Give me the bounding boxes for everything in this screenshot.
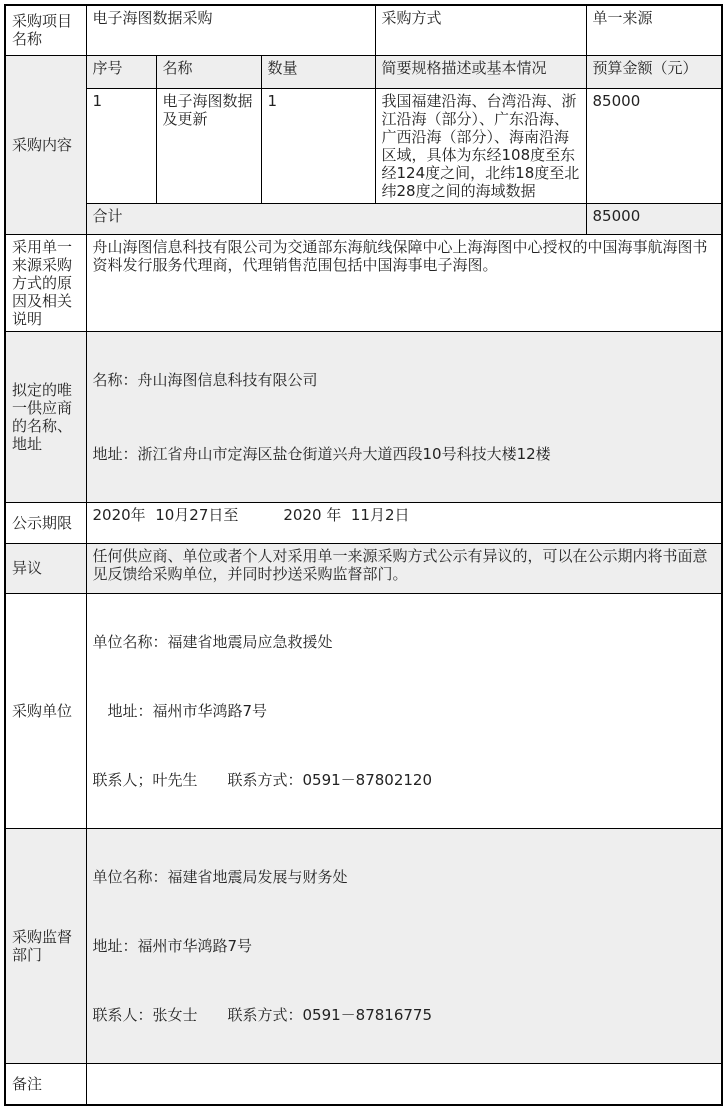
reason-label: 采用单一来源采购方式的原因及相关说明 xyxy=(5,234,86,331)
purchaser-contact-line: 联系人；叶先生 联系方式：0591－87802120 xyxy=(92,770,433,789)
publicity-label: 公示期限 xyxy=(5,502,86,543)
purchaser-org-line: 单位名称：福建省地震局应急救援处 xyxy=(92,632,333,651)
row-content-item xyxy=(5,88,722,203)
supervisor-label: 采购监督部门 xyxy=(5,828,86,1063)
total-label: 合计 xyxy=(86,203,586,234)
project-name-label: 采购项目名称 xyxy=(5,5,86,55)
supervisor-org-line: 单位名称：福建省地震局发展与财务处 xyxy=(92,867,348,886)
row-content-header xyxy=(5,55,722,88)
procurement-notice-table xyxy=(4,4,723,1106)
supervisor-contact-line: 联系人：张女士 联系方式：0591－87816775 xyxy=(92,1005,433,1024)
col-header-name: 名称 xyxy=(156,55,261,88)
project-name-value: 电子海图数据采购 xyxy=(86,5,375,55)
col-header-budget: 预算金额（元） xyxy=(586,55,722,88)
row-purchaser xyxy=(5,593,722,828)
col-header-no: 序号 xyxy=(86,55,156,88)
method-label: 采购方式 xyxy=(375,5,586,55)
item-qty: 1 xyxy=(261,88,375,203)
remark-label: 备注 xyxy=(5,1063,86,1105)
supplier-address-line: 地址：浙江省舟山市定海区盐仓街道兴舟大道西段10号科技大楼12楼 xyxy=(92,444,551,463)
row-total xyxy=(5,203,722,234)
row-remark xyxy=(5,1063,722,1105)
remark-value xyxy=(86,1063,722,1105)
item-budget: 85000 xyxy=(586,88,722,203)
row-reason xyxy=(5,234,722,331)
objection-label: 异议 xyxy=(5,543,86,593)
objection-value: 任何供应商、单位或者个人对采用单一来源采购方式公示有异议的，可以在公示期内将书面意见反馈给采购单位，并同时抄送采购监督部门。 xyxy=(86,543,722,593)
publicity-value: 2020年 10月27日至 2020 年 11月2日 xyxy=(86,502,722,543)
col-header-spec: 简要规格描述或基本情况 xyxy=(375,55,586,88)
supervisor-info xyxy=(86,828,722,1063)
supervisor-address-line: 地址：福州市华鸿路7号 xyxy=(92,936,253,955)
purchaser-info xyxy=(86,593,722,828)
purchaser-address-line: 地址：福州市华鸿路7号 xyxy=(92,701,268,720)
col-header-qty: 数量 xyxy=(261,55,375,88)
row-supervisor xyxy=(5,828,722,1063)
supplier-info xyxy=(86,331,722,502)
content-label: 采购内容 xyxy=(5,55,86,234)
row-supplier xyxy=(5,331,722,502)
supplier-name-line: 名称：舟山海图信息科技有限公司 xyxy=(92,370,318,389)
row-objection xyxy=(5,543,722,593)
item-name: 电子海图数据及更新 xyxy=(156,88,261,203)
item-spec: 我国福建沿海、台湾沿海、浙江沿海（部分）、广东沿海、广西沿海（部分）、海南沿海区域，具体为东经108度至东经124度之间，北纬18度至北纬28度之间的海域数据 xyxy=(375,88,586,203)
row-project xyxy=(5,5,722,55)
total-value: 85000 xyxy=(586,203,722,234)
method-value: 单一来源 xyxy=(586,5,722,55)
item-no: 1 xyxy=(86,88,156,203)
supplier-label: 拟定的唯一供应商的名称、地址 xyxy=(5,331,86,502)
reason-value: 舟山海图信息科技有限公司为交通部东海航线保障中心上海海图中心授权的中国海事航海图书资料发行服务代理商，代理销售范围包括中国海事电子海图。 xyxy=(86,234,722,331)
row-publicity xyxy=(5,502,722,543)
purchaser-label: 采购单位 xyxy=(5,593,86,828)
